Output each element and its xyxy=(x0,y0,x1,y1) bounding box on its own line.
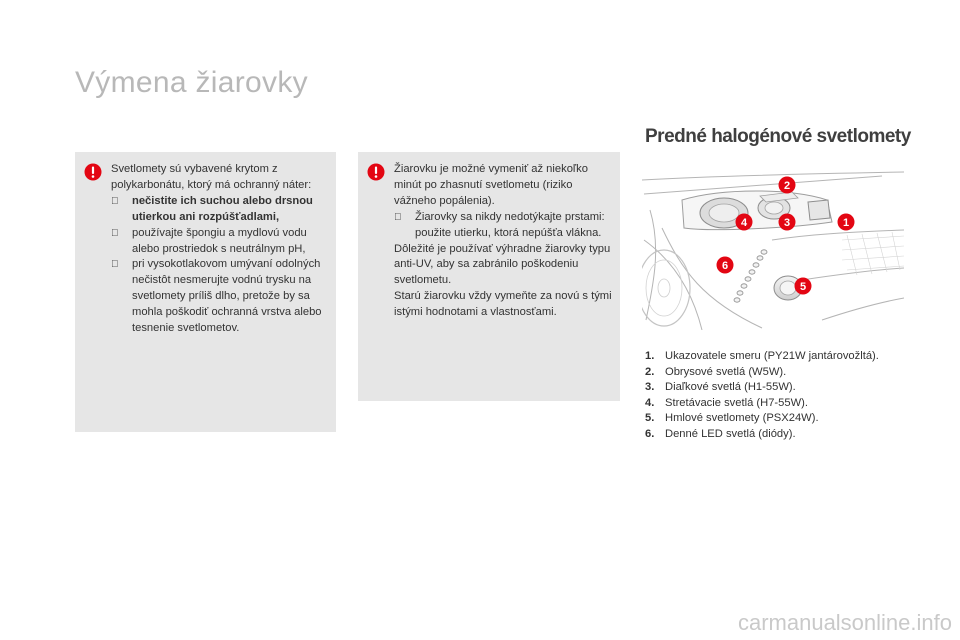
callout-number: 3 xyxy=(783,217,791,229)
warning-box-cleaning xyxy=(75,152,336,432)
bullet-marker xyxy=(111,194,119,210)
legend-text: Diaľkové svetlá (H1-55W). xyxy=(665,381,796,394)
warning-intro: Svetlomety sú vybavené krytom z polykarbonátu, ktorý má ochranný náter: xyxy=(111,163,312,191)
wheel xyxy=(642,250,690,326)
bullet-text: Žiarovky sa nikdy nedotýkajte prstami: použite utierku, ktorá nepúšťa vlákna. xyxy=(415,210,605,239)
legend-number: 5. xyxy=(645,412,655,425)
legend-item xyxy=(645,349,925,365)
headlight-diagram xyxy=(642,170,904,330)
callout-2 xyxy=(779,177,796,194)
bullet-text: nečistite ich suchou alebo drsnou utierkou ani rozpúšťadlami, xyxy=(132,194,313,223)
warning-paragraph: Starú žiarovku vždy vymeňte za novú s tými istými hodnotami a vlastnosťami. xyxy=(394,290,612,319)
headlight-cluster xyxy=(682,191,832,230)
legend-text: Hmlové svetlomety (PSX24W). xyxy=(665,412,819,425)
led-daytime-lights xyxy=(734,250,767,302)
bullet-item xyxy=(111,226,328,258)
legend-item xyxy=(645,411,925,427)
callout-number: 2 xyxy=(783,180,791,192)
bullet-item xyxy=(111,257,328,337)
callout-5 xyxy=(795,278,812,295)
bullet-marker xyxy=(111,226,119,242)
callout-6 xyxy=(717,257,734,274)
page-title: Výmena žiarovky xyxy=(75,66,308,99)
watermark: carmanualsonline.info xyxy=(737,610,952,635)
bullet-text: pri vysokotlakovom umývaní odolných nečistôt nesmerujte vodnú trysku na svetlomety príliš dlho, pretože by sa mohla poškodiť ochranná vrstva alebo tesnenie svetlometov. xyxy=(132,258,322,335)
legend-number: 1. xyxy=(645,350,655,362)
warning-intro: Žiarovku je možné vymeniť až niekoľko minút po zhasnutí svetlometu (riziko vážneho popálenia). xyxy=(394,163,588,207)
legend-item xyxy=(645,427,925,443)
exclamation-warning-icon xyxy=(84,163,102,181)
callout-1 xyxy=(838,214,855,231)
section-heading: Predné halogénové svetlomety xyxy=(645,126,911,147)
legend-text: Denné LED svetlá (diódy). xyxy=(665,427,796,440)
legend-text: Stretávacie svetlá (H7-55W). xyxy=(665,396,808,409)
callout-4 xyxy=(736,214,753,231)
legend-item xyxy=(645,380,925,396)
legend-item xyxy=(645,365,925,381)
bullet-marker xyxy=(394,210,402,226)
legend-text: Ukazovatele smeru (PY21W jantárovožltá). xyxy=(665,350,879,362)
bulb-legend xyxy=(645,349,925,443)
bullet-item xyxy=(394,210,612,242)
callout-number: 5 xyxy=(799,281,807,293)
callout-number: 1 xyxy=(842,217,850,229)
bullet-text: používajte špongiu a mydlovú vodu alebo prostriedok s neutrálnym pH, xyxy=(132,226,307,255)
exclamation-warning-icon xyxy=(367,163,385,181)
callout-3 xyxy=(779,214,796,231)
warning-paragraph: Dôležité je používať výhradne žiarovky typu anti-UV, aby sa zabránilo poškodeniu svetlometu. xyxy=(394,242,611,287)
callout-number: 6 xyxy=(721,260,729,272)
legend-number: 4. xyxy=(645,396,655,409)
bullet-item xyxy=(111,194,328,226)
legend-number: 2. xyxy=(645,365,655,378)
callout-number: 4 xyxy=(740,217,748,229)
legend-number: 3. xyxy=(645,381,655,394)
legend-item xyxy=(645,396,925,412)
legend-text: Obrysové svetlá (W5W). xyxy=(665,365,787,378)
legend-number: 6. xyxy=(645,427,655,440)
bullet-marker xyxy=(111,257,119,273)
warning-box-bulb-handling xyxy=(358,152,620,401)
